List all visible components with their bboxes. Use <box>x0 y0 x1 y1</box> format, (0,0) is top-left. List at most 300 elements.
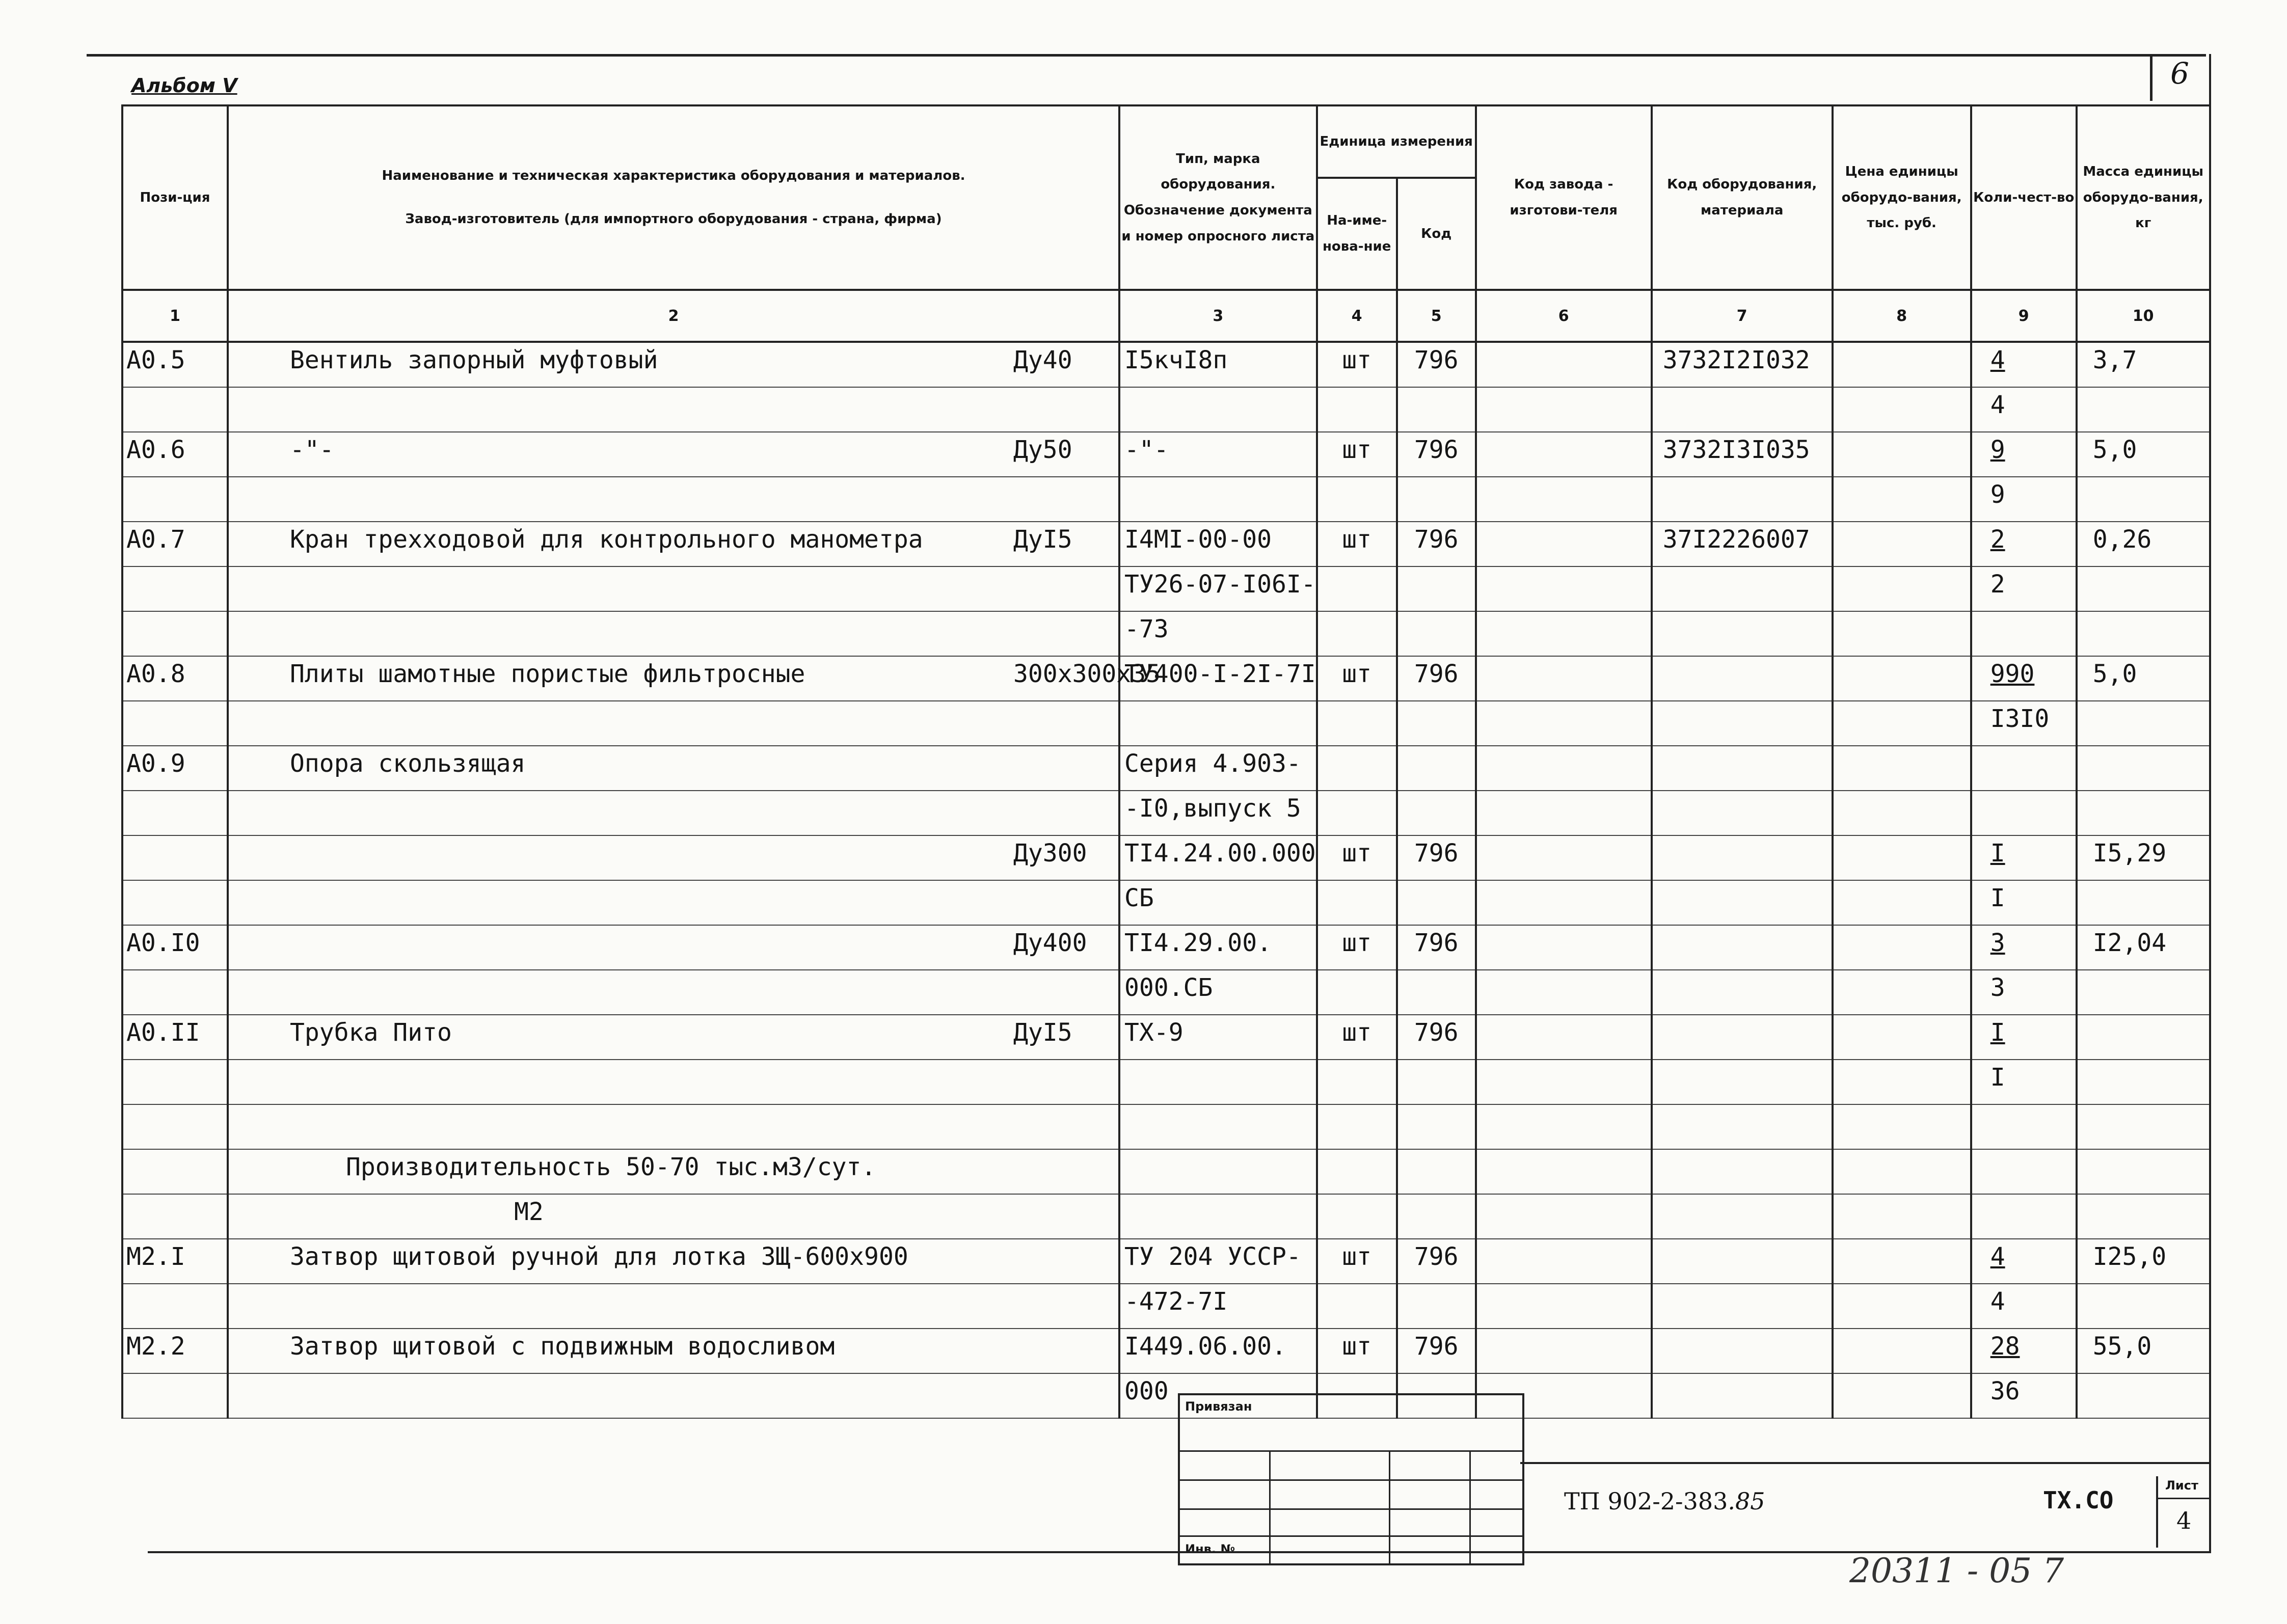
column-number: 1 <box>122 290 228 342</box>
cell-quantity: 2 <box>1971 566 2077 611</box>
cell-equipment-code <box>1652 1104 1833 1149</box>
cell-type <box>1119 387 1317 432</box>
cell-type <box>1119 1194 1317 1239</box>
cell-equipment-code <box>1652 1284 1833 1329</box>
cell-unit-code <box>1397 1194 1476 1239</box>
cell-name <box>228 656 1161 701</box>
cell-price <box>1833 1194 1971 1239</box>
col-header-unit-code: Код <box>1397 178 1476 290</box>
cell-unit-code: 796 <box>1397 522 1476 566</box>
table-row <box>122 477 2210 522</box>
item-name: Затвор щитовой ручной для лотка ЗЩ-600х900 <box>290 1242 908 1271</box>
cell-unit-name <box>1317 387 1397 432</box>
cell-position <box>122 1060 228 1104</box>
cell-price <box>1833 880 1971 925</box>
cell-unit-code <box>1397 1284 1476 1329</box>
table-row <box>122 970 2210 1015</box>
cell-price <box>1833 1060 1971 1104</box>
cell-type: ТУ400-I-2I-7I <box>1119 656 1317 701</box>
column-number: 3 <box>1119 290 1317 342</box>
cell-unit-name: шт <box>1317 1239 1397 1284</box>
cell-price <box>1833 1239 1971 1284</box>
cell-plant-code <box>1476 477 1652 522</box>
stamp-attached-label: Привязан <box>1185 1399 1252 1414</box>
cell-plant-code <box>1476 566 1652 611</box>
cell-type: ТУ26-07-I06I- <box>1119 566 1317 611</box>
cell-position: А0.6 <box>122 432 228 477</box>
cell-quantity: 36 <box>1971 1373 2077 1418</box>
cell-quantity <box>1971 746 2077 791</box>
page-number: 6 <box>2170 56 2189 91</box>
table-row <box>122 1284 2210 1329</box>
cell-unit-name: шт <box>1317 1015 1397 1060</box>
cell-name <box>228 477 1119 522</box>
column-number: 9 <box>1971 290 2077 342</box>
cell-price <box>1833 746 1971 791</box>
cell-position <box>122 1104 228 1149</box>
cell-equipment-code <box>1652 835 1833 880</box>
cell-name <box>228 1239 1119 1284</box>
cell-unit-name <box>1317 611 1397 656</box>
cell-type: Серия 4.903- <box>1119 746 1317 791</box>
cell-quantity: 4 <box>1971 1239 2077 1284</box>
cell-name <box>228 1015 1119 1060</box>
cell-plant-code <box>1476 342 1652 387</box>
cell-price <box>1833 611 1971 656</box>
cell-mass <box>2077 1015 2210 1060</box>
cell-price <box>1833 387 1971 432</box>
cell-name <box>228 701 1119 746</box>
cell-name <box>228 1060 1119 1104</box>
table-row <box>122 701 2210 746</box>
table-row <box>122 1373 2210 1418</box>
cell-unit-name: шт <box>1317 656 1397 701</box>
cell-position <box>122 1149 228 1194</box>
cell-unit-code <box>1397 387 1476 432</box>
cell-equipment-code: 37I2226007 <box>1652 522 1833 566</box>
column-number: 10 <box>2077 290 2210 342</box>
cell-type: 000.СБ <box>1119 970 1317 1015</box>
cell-mass <box>2077 1373 2210 1418</box>
cell-plant-code <box>1476 387 1652 432</box>
cell-name <box>228 522 1119 566</box>
cell-unit-code <box>1397 1060 1476 1104</box>
cell-position: М2.2 <box>122 1329 228 1373</box>
cell-mass <box>2077 387 2210 432</box>
table-row <box>122 1015 2210 1060</box>
sheet-box <box>2156 1476 2211 1548</box>
cell-quantity: 4 <box>1971 1284 2077 1329</box>
table-row <box>122 342 2210 387</box>
cell-unit-name <box>1317 1194 1397 1239</box>
cell-unit-code <box>1397 880 1476 925</box>
cell-position: М2.I <box>122 1239 228 1284</box>
cell-name <box>228 1149 1119 1194</box>
cell-plant-code <box>1476 522 1652 566</box>
cell-unit-name <box>1317 880 1397 925</box>
cell-unit-name: шт <box>1317 1329 1397 1373</box>
cell-quantity: I3I0 <box>1971 701 2077 746</box>
cell-quantity: I <box>1971 880 2077 925</box>
item-name: Производительность 50-70 тыс.м3/сут. <box>346 1153 876 1181</box>
cell-mass <box>2077 1060 2210 1104</box>
cell-name <box>228 925 1119 970</box>
cell-plant-code <box>1476 746 1652 791</box>
cell-mass: 5,0 <box>2077 432 2210 477</box>
cell-quantity: 990 <box>1971 656 2077 701</box>
cell-position: А0.9 <box>122 746 228 791</box>
cell-unit-name <box>1317 566 1397 611</box>
cell-quantity: I <box>1971 1015 2077 1060</box>
table-row <box>122 880 2210 925</box>
table-row <box>122 1239 2210 1284</box>
cell-position <box>122 880 228 925</box>
cell-plant-code <box>1476 701 1652 746</box>
item-name: Плиты шамотные пористые фильтросные <box>290 660 805 688</box>
table-row <box>122 1194 2210 1239</box>
cell-position <box>122 970 228 1015</box>
cell-quantity: 4 <box>1971 342 2077 387</box>
col-header-type: Тип, марка оборудования. Обозначение документа и номер опросного листа <box>1119 105 1317 290</box>
cell-unit-code <box>1397 970 1476 1015</box>
cell-mass: 55,0 <box>2077 1329 2210 1373</box>
cell-equipment-code <box>1652 566 1833 611</box>
cell-equipment-code <box>1652 1194 1833 1239</box>
table-row <box>122 791 2210 835</box>
cell-unit-code <box>1397 611 1476 656</box>
col-header-qty: Коли-чест-во <box>1971 105 2077 290</box>
cell-quantity <box>1971 611 2077 656</box>
cell-price <box>1833 477 1971 522</box>
cell-name <box>228 835 1119 880</box>
cell-unit-code: 796 <box>1397 925 1476 970</box>
cell-plant-code <box>1476 880 1652 925</box>
cell-plant-code <box>1476 656 1652 701</box>
cell-name <box>228 566 1119 611</box>
cell-unit-name: шт <box>1317 342 1397 387</box>
column-number: 7 <box>1652 290 1833 342</box>
sheet-number: 4 <box>2176 1507 2192 1534</box>
cell-mass <box>2077 791 2210 835</box>
cell-mass <box>2077 611 2210 656</box>
nominal-diameter: Ду50 <box>1013 436 1072 464</box>
cell-unit-name <box>1317 970 1397 1015</box>
cell-mass <box>2077 566 2210 611</box>
cell-equipment-code <box>1652 746 1833 791</box>
cell-position <box>122 701 228 746</box>
cell-type: ТI4.24.00.000 <box>1119 835 1317 880</box>
cell-unit-code <box>1397 1149 1476 1194</box>
cell-position <box>122 611 228 656</box>
cell-type: -73 <box>1119 611 1317 656</box>
col-header-pos: Пози-ция <box>122 105 228 290</box>
column-number: 5 <box>1397 290 1476 342</box>
cell-type: 000 <box>1119 1373 1317 1418</box>
cell-price <box>1833 566 1971 611</box>
cell-type: ТУ 204 УССР- <box>1119 1239 1317 1284</box>
cell-equipment-code <box>1652 880 1833 925</box>
cell-quantity <box>1971 791 2077 835</box>
cell-quantity: 9 <box>1971 477 2077 522</box>
col-header-plant-code: Код завода - изготови-теля <box>1476 105 1652 290</box>
cell-quantity: I <box>1971 1060 2077 1104</box>
cell-quantity: 2 <box>1971 522 2077 566</box>
cell-equipment-code <box>1652 1373 1833 1418</box>
cell-price <box>1833 835 1971 880</box>
cell-unit-code: 796 <box>1397 835 1476 880</box>
cell-position <box>122 1194 228 1239</box>
cell-unit-name <box>1317 1104 1397 1149</box>
table-row <box>122 925 2210 970</box>
cell-mass <box>2077 880 2210 925</box>
cell-unit-name <box>1317 701 1397 746</box>
column-number: 2 <box>228 290 1119 342</box>
cell-price <box>1833 342 1971 387</box>
item-name: -"- <box>290 436 334 464</box>
table-body <box>122 342 2210 1418</box>
cell-name <box>228 880 1119 925</box>
cell-price <box>1833 701 1971 746</box>
table-row <box>122 835 2210 880</box>
cell-type: -I0,выпуск 5 <box>1119 791 1317 835</box>
cell-plant-code <box>1476 1329 1652 1373</box>
cell-unit-code: 796 <box>1397 342 1476 387</box>
cell-quantity: 3 <box>1971 970 2077 1015</box>
cell-equipment-code <box>1652 611 1833 656</box>
col-header-unit-name: На-име-нова-ние <box>1317 178 1397 290</box>
cell-mass: I2,04 <box>2077 925 2210 970</box>
handwritten-number: 20311 - 05 7 <box>1849 1551 2064 1590</box>
table-row <box>122 611 2210 656</box>
cell-equipment-code <box>1652 1060 1833 1104</box>
cell-mass <box>2077 701 2210 746</box>
cell-unit-code <box>1397 566 1476 611</box>
cell-equipment-code <box>1652 1149 1833 1194</box>
cell-position: А0.7 <box>122 522 228 566</box>
cell-unit-name <box>1317 1149 1397 1194</box>
col-header-mass: Масса единицы оборудо-вания, кг <box>2077 105 2210 290</box>
item-name: Опора скользящая <box>290 749 526 778</box>
cell-price <box>1833 1373 1971 1418</box>
cell-plant-code <box>1476 1149 1652 1194</box>
cell-name <box>228 1194 1119 1239</box>
cell-position: А0.8 <box>122 656 228 701</box>
section-code: ТХ.СО <box>2043 1486 2114 1514</box>
cell-type: -472-7I <box>1119 1284 1317 1329</box>
cell-type: I4МI-00-00 <box>1119 522 1317 566</box>
table-row <box>122 432 2210 477</box>
cell-equipment-code: 3732I2I032 <box>1652 342 1833 387</box>
item-name: Кран трехходовой для контрольного манометра <box>290 525 923 554</box>
cell-unit-code: 796 <box>1397 1329 1476 1373</box>
cell-mass <box>2077 477 2210 522</box>
cell-name <box>228 1104 1119 1149</box>
cell-equipment-code <box>1652 656 1833 701</box>
stamp-inv-label: Инв. № <box>1185 1542 1235 1556</box>
cell-price <box>1833 925 1971 970</box>
col-header-name-line1: Наименование и техническая характеристика оборудования и материалов. <box>382 168 965 184</box>
cell-name <box>228 970 1119 1015</box>
cell-quantity <box>1971 1104 2077 1149</box>
cell-position <box>122 1284 228 1329</box>
cell-position: А0.5 <box>122 342 228 387</box>
document-code-main: ТП 902-2-383 <box>1564 1487 1728 1515</box>
nominal-diameter: Ду40 <box>1013 346 1072 374</box>
column-number: 8 <box>1833 290 1971 342</box>
col-header-unit-group: Единица измерения <box>1317 105 1476 178</box>
cell-unit-name: шт <box>1317 835 1397 880</box>
cell-mass <box>2077 970 2210 1015</box>
cell-plant-code <box>1476 1015 1652 1060</box>
cell-unit-name <box>1317 1060 1397 1104</box>
cell-equipment-code <box>1652 1015 1833 1060</box>
binding-stamp <box>1178 1393 1524 1565</box>
cell-quantity <box>1971 1194 2077 1239</box>
cell-name <box>228 432 1119 477</box>
table-row <box>122 1149 2210 1194</box>
cell-mass: 0,26 <box>2077 522 2210 566</box>
cell-plant-code <box>1476 970 1652 1015</box>
cell-quantity <box>1971 1149 2077 1194</box>
cell-type: ТI4.29.00. <box>1119 925 1317 970</box>
cell-unit-code <box>1397 791 1476 835</box>
cell-type: I449.06.00. <box>1119 1329 1317 1373</box>
cell-type: I5кчI8п <box>1119 342 1317 387</box>
cell-unit-name: шт <box>1317 522 1397 566</box>
cell-price <box>1833 791 1971 835</box>
cell-equipment-code <box>1652 477 1833 522</box>
cell-plant-code <box>1476 1104 1652 1149</box>
cell-plant-code <box>1476 1239 1652 1284</box>
cell-name <box>228 342 1119 387</box>
table-row <box>122 656 2210 701</box>
cell-price <box>1833 656 1971 701</box>
cell-type <box>1119 1060 1317 1104</box>
col-header-equip-code: Код оборудования, материала <box>1652 105 1833 290</box>
item-name: Вентиль запорный муфтовый <box>290 346 658 374</box>
cell-position: А0.II <box>122 1015 228 1060</box>
cell-position: А0.I0 <box>122 925 228 970</box>
cell-equipment-code: 3732I3I035 <box>1652 432 1833 477</box>
item-name: М2 <box>514 1198 544 1226</box>
cell-equipment-code <box>1652 387 1833 432</box>
cell-name <box>228 791 1119 835</box>
cell-price <box>1833 970 1971 1015</box>
table-row <box>122 1104 2210 1149</box>
item-name: Трубка Пито <box>290 1018 452 1047</box>
cell-plant-code <box>1476 432 1652 477</box>
col-header-name <box>228 105 1119 290</box>
table-row <box>122 387 2210 432</box>
cell-plant-code <box>1476 1060 1652 1104</box>
cell-quantity: 28 <box>1971 1329 2077 1373</box>
nominal-diameter: ДуI5 <box>1013 1018 1072 1047</box>
cell-type <box>1119 477 1317 522</box>
cell-price <box>1833 522 1971 566</box>
cell-position <box>122 477 228 522</box>
cell-unit-code <box>1397 701 1476 746</box>
cell-equipment-code <box>1652 791 1833 835</box>
col-header-price: Цена единицы оборудо-вания, тыс. руб. <box>1833 105 1971 290</box>
cell-position <box>122 1373 228 1418</box>
cell-price <box>1833 1015 1971 1060</box>
cell-name <box>228 1284 1119 1329</box>
cell-name <box>228 611 1119 656</box>
cell-type <box>1119 701 1317 746</box>
table-row <box>122 566 2210 611</box>
cell-type <box>1119 1149 1317 1194</box>
nominal-diameter: Ду400 <box>1013 929 1087 957</box>
sheet-label: Лист <box>2165 1478 2198 1493</box>
cell-unit-code: 796 <box>1397 432 1476 477</box>
cell-name <box>228 1329 1119 1373</box>
cell-quantity: 9 <box>1971 432 2077 477</box>
column-number: 6 <box>1476 290 1652 342</box>
document-code <box>1564 1487 1765 1515</box>
cell-price <box>1833 1149 1971 1194</box>
frame-top-line <box>87 54 2206 57</box>
cell-mass: 3,7 <box>2077 342 2210 387</box>
cell-plant-code <box>1476 835 1652 880</box>
cell-name <box>228 387 1119 432</box>
cell-price <box>1833 432 1971 477</box>
cell-mass: I5,29 <box>2077 835 2210 880</box>
cell-quantity: 3 <box>1971 925 2077 970</box>
cell-name <box>228 1373 1119 1418</box>
cell-position <box>122 566 228 611</box>
cell-unit-code: 796 <box>1397 1239 1476 1284</box>
cell-mass <box>2077 1149 2210 1194</box>
cell-unit-code <box>1397 1104 1476 1149</box>
title-block-line <box>1520 1462 2211 1464</box>
column-number: 4 <box>1317 290 1397 342</box>
cell-position <box>122 791 228 835</box>
table-row <box>122 1060 2210 1104</box>
cell-type: ТХ-9 <box>1119 1015 1317 1060</box>
table-row <box>122 1329 2210 1373</box>
cell-equipment-code <box>1652 1329 1833 1373</box>
cell-type: СБ <box>1119 880 1317 925</box>
cell-type: -"- <box>1119 432 1317 477</box>
cell-mass <box>2077 746 2210 791</box>
table-row <box>122 522 2210 566</box>
cell-position <box>122 387 228 432</box>
cell-mass <box>2077 1104 2210 1149</box>
cell-unit-name <box>1317 1284 1397 1329</box>
cell-unit-name <box>1317 477 1397 522</box>
cell-equipment-code <box>1652 970 1833 1015</box>
cell-mass: I25,0 <box>2077 1239 2210 1284</box>
cell-unit-name <box>1317 791 1397 835</box>
specification-table <box>121 104 2211 1419</box>
cell-plant-code <box>1476 611 1652 656</box>
cell-unit-name: шт <box>1317 432 1397 477</box>
cell-name <box>228 746 1119 791</box>
cell-price <box>1833 1329 1971 1373</box>
cell-equipment-code <box>1652 925 1833 970</box>
cell-position <box>122 835 228 880</box>
cell-plant-code <box>1476 1284 1652 1329</box>
item-name: Затвор щитовой с подвижным водосливом <box>290 1332 835 1361</box>
cell-price <box>1833 1284 1971 1329</box>
cell-unit-code <box>1397 746 1476 791</box>
nominal-diameter: 300х300х35 <box>1013 660 1161 688</box>
cell-quantity: 4 <box>1971 387 2077 432</box>
cell-unit-code: 796 <box>1397 1015 1476 1060</box>
cell-plant-code <box>1476 1194 1652 1239</box>
cell-type <box>1119 1104 1317 1149</box>
cell-mass <box>2077 1284 2210 1329</box>
